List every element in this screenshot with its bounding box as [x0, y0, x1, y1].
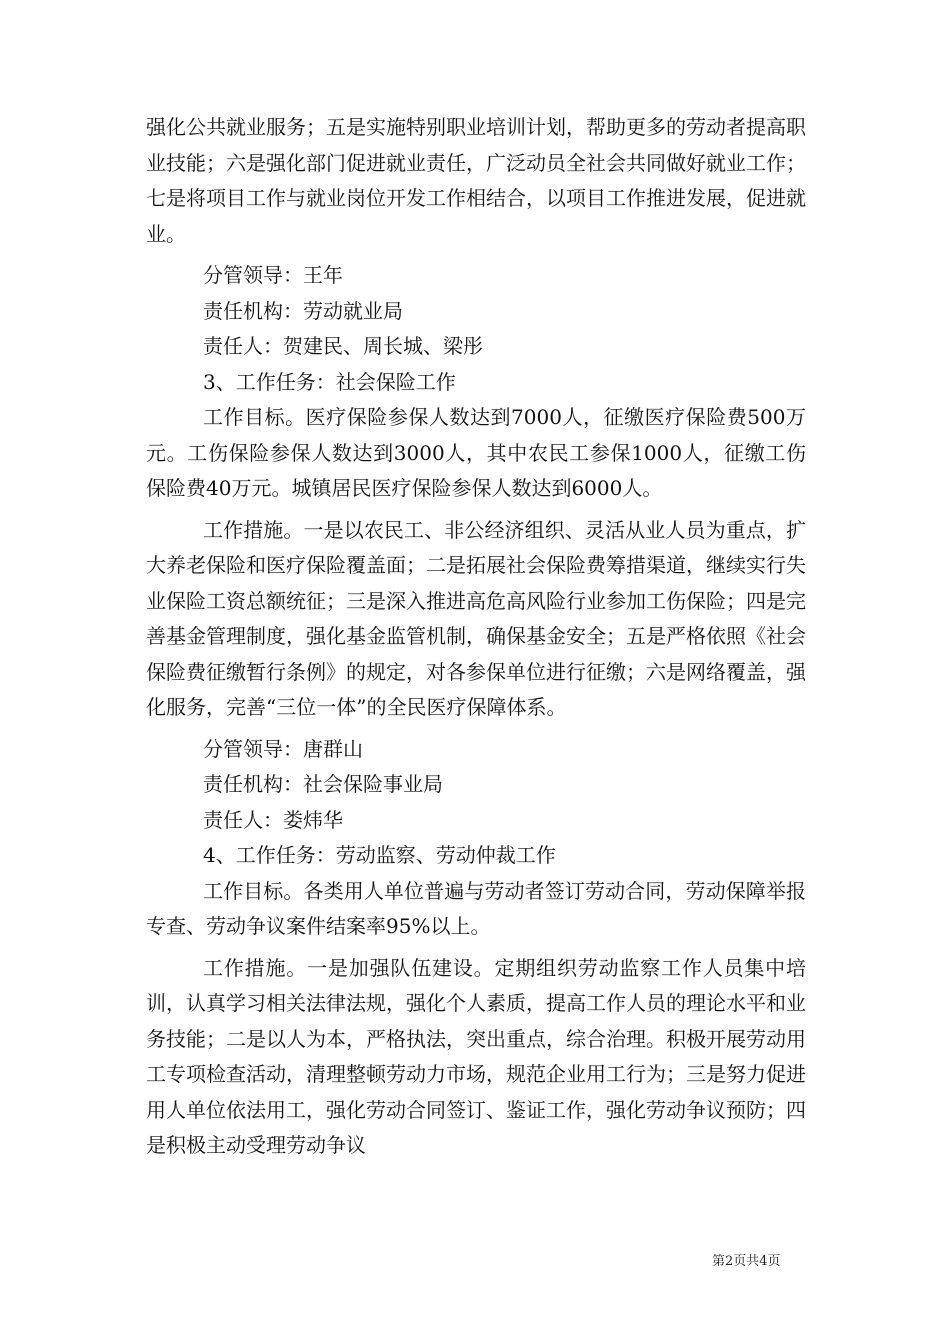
paragraph-persons-social-insurance: 责任人：娄炜华 — [203, 807, 343, 832]
paragraph-agency-employment: 责任机构：劳动就业局 — [203, 298, 403, 323]
paragraph-employment-measures-continued: 强化公共就业服务；五是实施特别职业培训计划，帮助更多的劳动者提高职业技能；六是强化部门促进就业责任，广泛动员全社会共同做好就业工作；七是将项目工作与就业岗位开发工作相结合，以项目工作推进发展，促进就业。 — [146, 115, 806, 246]
paragraph-goal-labor-inspection: 工作目标。各类用人单位普遍与劳动者签订劳动合同，劳动保障举报专查、劳动争议案件结案率95%以上。 — [146, 878, 806, 938]
page-number: 第2页共4页 — [712, 1254, 781, 1269]
paragraph-goal-social-insurance: 工作目标。医疗保险参保人数达到7000人，征缴医疗保险费500万元。工伤保险参保人数达到3000人，其中农民工参保1000人，征缴工伤保险费40万元。城镇居民医疗保险参保人数达到6000人。 — [146, 405, 806, 500]
paragraph-task-labor-inspection: 4、工作任务：劳动监察、劳动仲裁工作 — [203, 843, 556, 867]
paragraph-measures-labor-inspection: 工作措施。一是加强队伍建设。定期组织劳动监察工作人员集中培训，认真学习相关法律法规，强化个人素质，提高工作人员的理论水平和业务技能；二是以人为本，严格执法，突出重点，综合治理。积极开展劳动用工专项检查活动，清理整顿劳动力市场，规范企业用工行为；三是努力促进用人单位依法用工，强化劳动合同签订、鉴证工作，强化劳动争议预防；四是积极主动受理劳动争议 — [146, 955, 806, 1157]
paragraph-measures-social-insurance: 工作措施。一是以农民工、非公经济组织、灵活从业人员为重点，扩大养老保险和医疗保险覆盖面；二是拓展社会保险费筹措渠道，继续实行失业保险工资总额统征；三是深入推进高危高风险行业参加工伤保险；四是完善基金管理制度，强化基金监管机制，确保基金安全；五是严格依照《社会保险费征缴暂行条例》的规定，对各参保单位进行征缴；六是网络覆盖，强化服务，完善“三位一体”的全民医疗保障体系。 — [146, 517, 806, 719]
paragraph-persons-employment: 责任人：贺建民、周长城、梁彤 — [203, 334, 483, 358]
paragraph-leader-employment: 分管领导：王年 — [203, 263, 343, 287]
paragraph-agency-social-insurance: 责任机构：社会保险事业局 — [203, 772, 443, 796]
paragraph-leader-social-insurance: 分管领导：唐群山 — [203, 736, 363, 761]
paragraph-task-social-insurance: 3、工作任务：社会保险工作 — [203, 369, 456, 394]
document-body — [146, 110, 806, 1164]
